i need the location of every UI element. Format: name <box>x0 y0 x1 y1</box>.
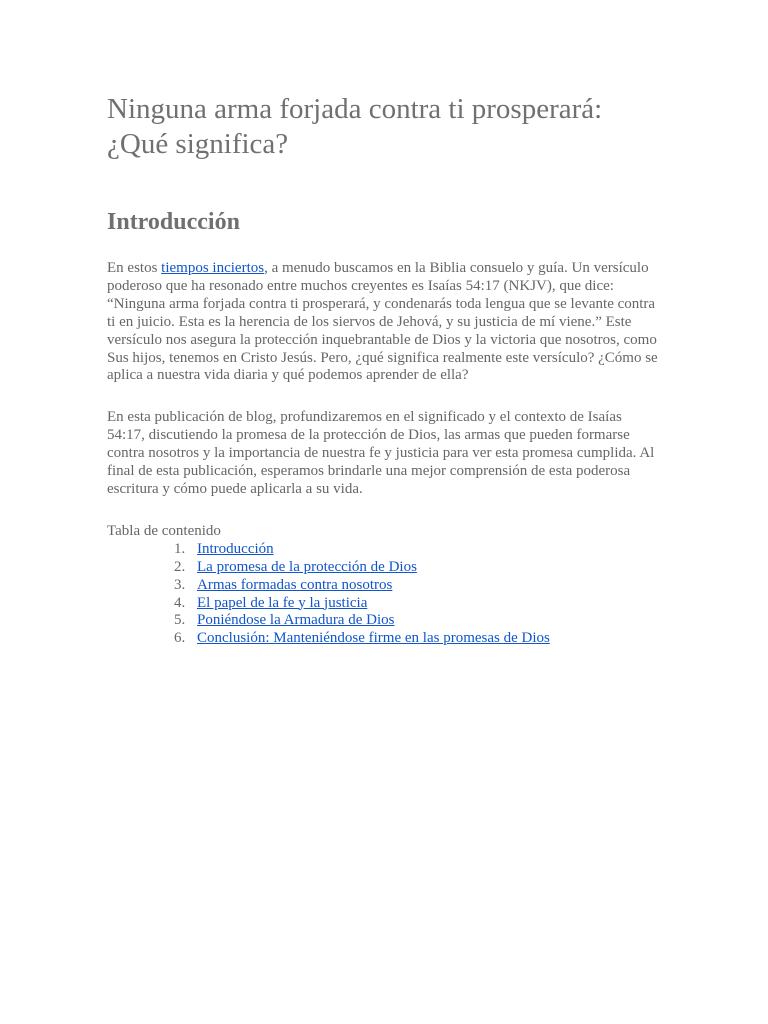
toc-item-number: 4. <box>174 594 186 611</box>
intro-paragraph-text-end: , a menudo buscamos en la Biblia consuelo y guía. Un versículo poderoso que ha resonado entre muchos creyentes es Isaías 54:17 (NKJV), que dice: “Ninguna arma forjada contra ti prosperará, y condenarás toda lengua que se levante contra ti en juicio. Esta es la herencia de los siervos de Jehová, y su justicia de mí viene.” Este versículo nos asegura la protección inquebrantable de Dios y la victoria que nosotros, como Sus hijos, tenemos en Cristo Jesús. Pero, ¿qué significa realmente este versículo? ¿Cómo se aplica a nuestra vida diaria y qué podemos aprender de ella? <box>107 260 658 384</box>
toc-item-number: 6. <box>174 630 186 647</box>
toc-link-armadura-dios[interactable]: Poniéndose la Armadura de Dios <box>197 612 395 629</box>
table-of-contents <box>107 541 663 648</box>
page-title-line1: Ninguna arma forjada contra ti prosperará: <box>107 93 603 125</box>
page-title-line2: ¿Qué significa? <box>107 128 289 160</box>
toc-item <box>107 577 663 595</box>
toc-item-number: 1. <box>174 540 186 557</box>
toc-item-number: 3. <box>174 576 186 593</box>
toc-link-armas-formadas[interactable]: Armas formadas contra nosotros <box>197 576 393 593</box>
toc-link-conclusion[interactable]: Conclusión: Manteniéndose firme en las promesas de Dios <box>197 630 550 647</box>
toc-item-number: 2. <box>174 558 186 575</box>
toc-item <box>107 559 663 577</box>
intro-paragraph-text-start: En estos <box>107 260 162 276</box>
toc-link-introduccion[interactable]: Introducción <box>197 540 274 557</box>
toc-item-number: 5. <box>174 612 186 629</box>
blog-overview-paragraph: En esta publicación de blog, profundizaremos en el significado y el contexto de Isaías 54:17, discutiendo la promesa de la protección de Dios, las armas que pueden formarse contra nosotros y la importancia de nuestra fe y justicia para ver esta promesa cumplida. Al final de esta publicación, esperamos brindarle una mejor comprensión de esta poderosa escritura y cómo puede aplicarla a su vida. <box>107 409 655 497</box>
toc-link-promesa-proteccion[interactable]: La promesa de la protección de Dios <box>197 558 417 575</box>
document-page <box>107 92 663 648</box>
section-heading-introduccion: Introducción <box>107 209 240 235</box>
toc-item <box>107 595 663 613</box>
intro-paragraph <box>107 260 663 385</box>
page-title <box>107 92 663 162</box>
tiempos-inciertos-link[interactable]: tiempos inciertos <box>161 260 265 276</box>
toc-item <box>107 630 663 648</box>
toc-item <box>107 541 663 559</box>
toc-item <box>107 612 663 630</box>
toc-label: Tabla de contenido <box>107 522 221 539</box>
toc-link-fe-justicia[interactable]: El papel de la fe y la justicia <box>197 594 368 611</box>
